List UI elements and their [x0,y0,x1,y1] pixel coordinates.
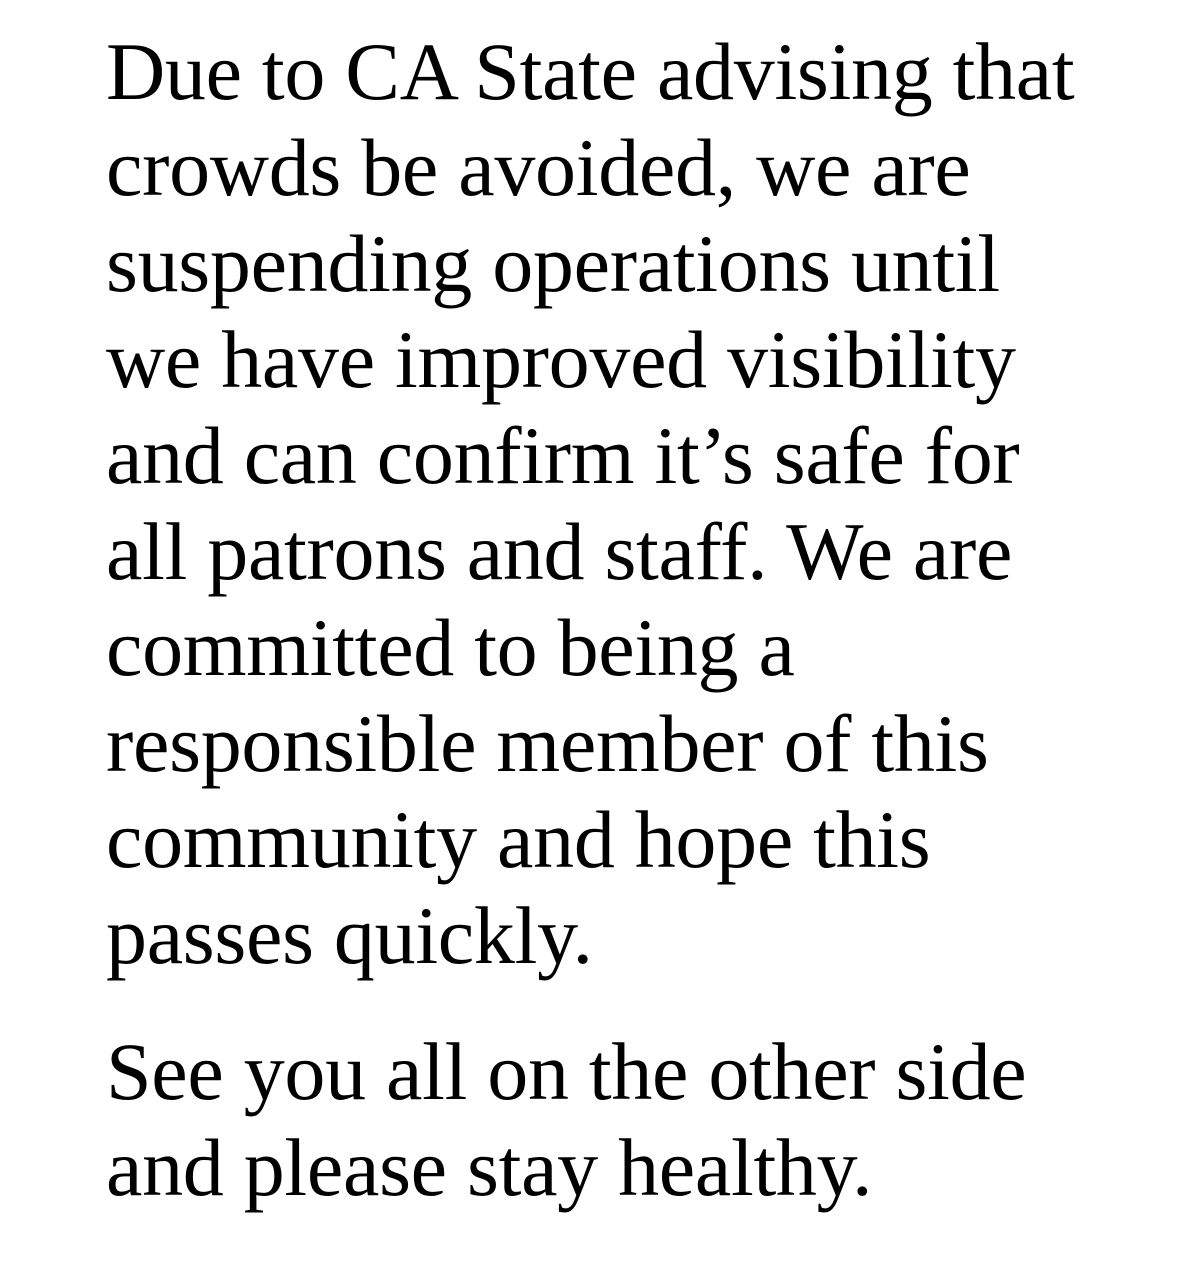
text-line: we have improved visibility [106,314,1016,405]
text-line: Due to CA State advising that [106,26,1075,117]
text-line: crowds be avoided, we are [106,122,971,213]
text-line: See you all on the other side [106,1026,1027,1117]
text-line: all patrons and staff. We are [106,506,1013,597]
text-line: committed to being a [106,602,795,693]
text-line: and please stay healthy. [106,1122,873,1213]
notice-paragraph-closing [106,1024,1166,1216]
text-line: responsible member of this [106,698,989,789]
notice-paragraph-main [106,24,1166,984]
text-line: and can confirm it’s safe for [106,410,1020,501]
notice-text [106,24,1166,1216]
text-line: community and hope this [106,794,931,885]
text-line: suspending operations until [106,218,1000,309]
text-line: passes quickly. [106,890,593,981]
